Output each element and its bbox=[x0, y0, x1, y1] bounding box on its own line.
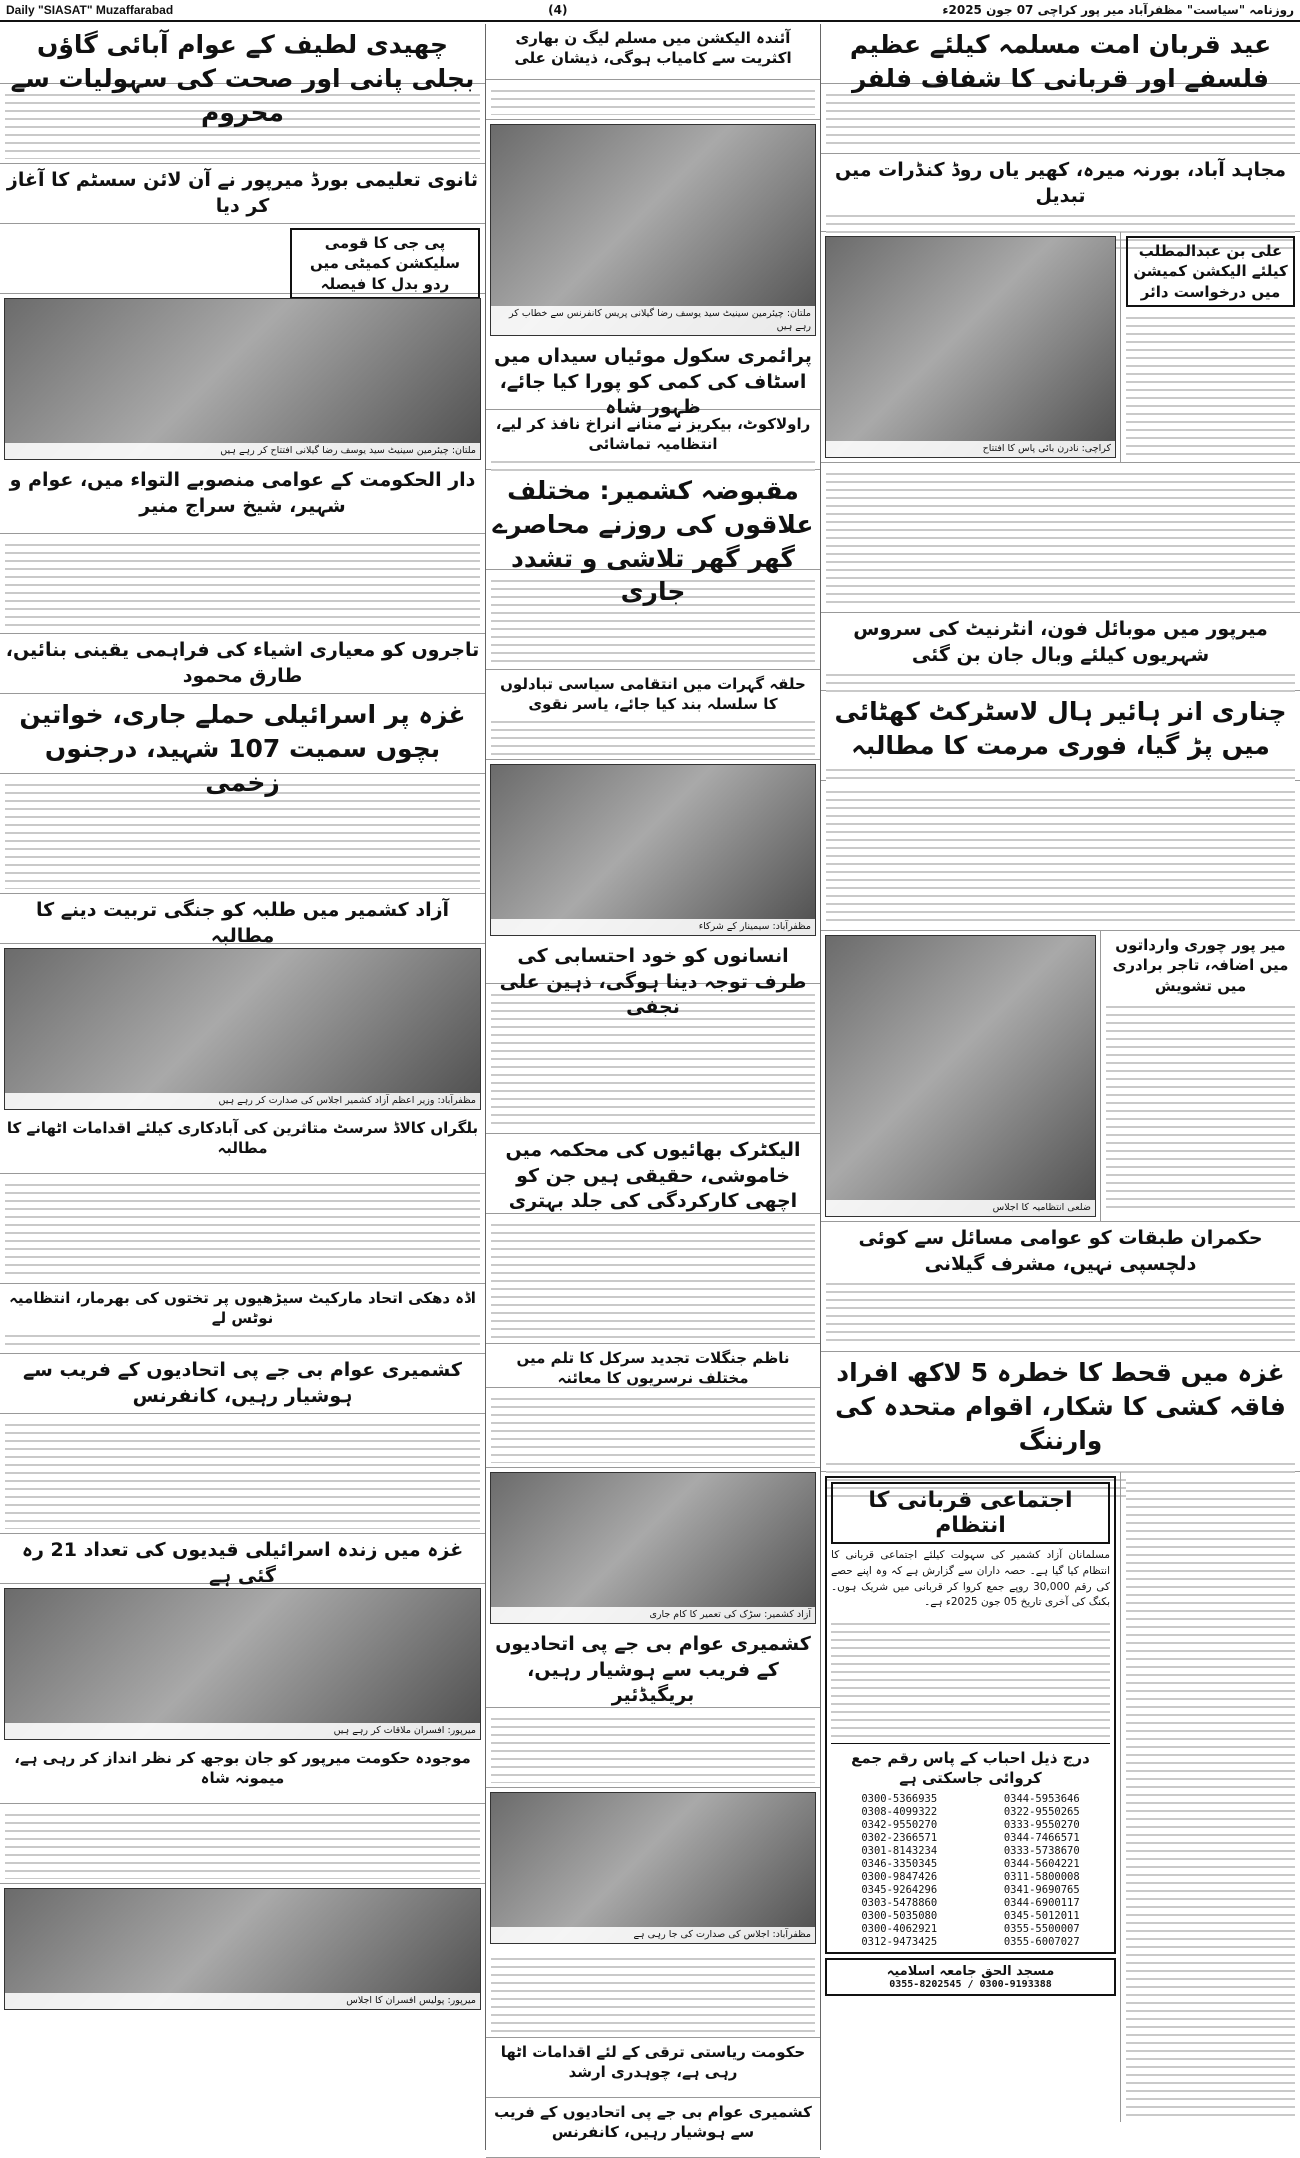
headline: میر پور چوری وارداتوں میں اضافہ، تاجر برادری میں تشویش bbox=[1112, 936, 1289, 995]
story-eid-philosophy bbox=[821, 24, 1300, 93]
headline: انسانوں کو خود احتسابی کی طرف توجہ دینا ہوگی، ذہین علی نجفی bbox=[499, 945, 807, 1019]
story-theft-mirpur bbox=[1100, 931, 1300, 1221]
body-text bbox=[491, 1392, 815, 1463]
headline: چناری انر ہائیر ہال لاسٹرکٹ کھٹائی میں پڑ گیا، فوری مرمت کا مطالبہ bbox=[834, 697, 1287, 760]
sponsor-name: مسجد الحق جامعہ اسلامیہ bbox=[886, 1963, 1055, 1979]
photo-police-meeting bbox=[4, 1888, 481, 2010]
story-transfers bbox=[486, 670, 820, 760]
headline: حلقہ گہرات میں انتقامی سیاسی تبادلوں کا سلسلہ بند کیا جائے، یاسر نقوی bbox=[500, 675, 806, 714]
story-roads bbox=[821, 154, 1300, 232]
phone-number: 0303-5478860 bbox=[861, 1896, 938, 1909]
story-rulers bbox=[821, 1222, 1300, 1352]
phone-number: 0344-7466571 bbox=[1003, 1831, 1080, 1844]
photo-seminar bbox=[490, 764, 816, 936]
sponsor-logo bbox=[825, 1958, 1116, 1996]
photo-caption: ضلعی انتظامیہ کا اجلاس bbox=[826, 1200, 1095, 1216]
story-capital-projects bbox=[0, 464, 485, 534]
story-chinari-hall bbox=[821, 691, 1300, 781]
story-bjp-allies bbox=[486, 1628, 820, 1708]
headline: آزاد کشمیر میں طلبہ کو جنگی تربیت دینے کا مطالبہ bbox=[35, 899, 450, 947]
story-nurseries bbox=[486, 1344, 820, 1388]
story-board-online bbox=[0, 164, 485, 224]
phone-number: 0300-5366935 bbox=[861, 1792, 938, 1805]
phone-number: 0302-2366571 bbox=[861, 1831, 938, 1844]
body-text bbox=[826, 785, 1295, 926]
photo-press-conference bbox=[490, 124, 816, 336]
headline: راولاکوٹ، بیکریز نے منانے انراخ نافذ کر لیے، انتظامیہ تماشائی bbox=[495, 415, 811, 454]
story-hostages bbox=[0, 1534, 485, 1587]
phone-number: 0322-9550265 bbox=[1003, 1805, 1080, 1818]
headline: کشمیری عوام بی جے پی اتحادیوں کے فریب سے ہوشیار رہیں، بریگیڈئیر bbox=[495, 1633, 811, 1707]
photo-district-meeting bbox=[825, 935, 1096, 1217]
phone-number: 0311-5800008 bbox=[1003, 1870, 1080, 1883]
headline: اڈہ دھکی اتحاد مارکیٹ سیڑھیوں پر تختوں کی بھرمار، انتظامیہ نوٹس لے bbox=[9, 1289, 476, 1328]
photo-caption: مظفرآباد: اجلاس کی صدارت کی جا رہی ہے bbox=[491, 1927, 815, 1943]
phone-number: 0308-4099322 bbox=[861, 1805, 938, 1818]
story-mobile-internet bbox=[821, 613, 1300, 691]
phone-number: 0345-9264296 bbox=[861, 1883, 938, 1896]
ad-title: اجتماعی قربانی کا انتظام bbox=[831, 1482, 1110, 1544]
body-text bbox=[491, 1952, 815, 2033]
story-pmln-election bbox=[486, 24, 820, 80]
story-dam-affectees bbox=[0, 1114, 485, 1174]
photo-caption: آزاد کشمیر: سڑک کی تعمیر کا کام جاری bbox=[491, 1607, 815, 1623]
phone-number: 0344-6900117 bbox=[1003, 1896, 1080, 1909]
ad-details bbox=[831, 1617, 1110, 1737]
phone-number: 0300-4062921 bbox=[861, 1922, 938, 1935]
headline: ثانوی تعلیمی بورڈ میرپور نے آن لائن سسٹم کا آغاز کر دیا bbox=[6, 169, 479, 217]
headline: حکمران طبقات کو عوامی مسائل سے کوئی دلچسپی نہیں، مشرف گیلانی bbox=[858, 1227, 1263, 1275]
photo-caption: مظفرآباد: سیمینار کے شرکاء bbox=[491, 919, 815, 935]
photo-meeting bbox=[490, 1792, 816, 1944]
headline: تاجروں کو معیاری اشیاء کی فراہمی یقینی بنائیں، طارق محمود bbox=[5, 639, 480, 687]
headline: بلگراں کالاڈ سرسٹ متاثرین کی آبادکاری کیلئے اقدامات اٹھانے کا مطالبہ bbox=[6, 1119, 479, 1158]
story-gaza-famine bbox=[821, 1352, 1300, 1472]
headline: پرائمری سکول موئیاں سیداں میں اسٹاف کی کمی کو پورا کیا جائے، ظہور شاہ bbox=[494, 345, 812, 419]
headline: مقبوضہ کشمیر: مختلف علاقوں کی روزنے محاصرے گھر گھر تلاشی و تشدد جاری bbox=[492, 476, 814, 607]
headline: غزہ پر اسرائیلی حملے جاری، خواتین بچوں سمیت 107 شہید، درجنوں زخمی bbox=[19, 700, 466, 797]
headline: موجودہ حکومت میرپور کو جان بوجھ کر نظر انداز کر رہی ہے، میمونہ شاہ bbox=[14, 1749, 471, 1788]
story-occupied-kashmir bbox=[486, 470, 820, 607]
story-bjp-conference bbox=[0, 1354, 485, 1414]
body-text bbox=[1126, 311, 1295, 461]
headline: عید قربان امت مسلمہ کیلئے عظیم فلسفے اور قربانی کا شفاف فلفر bbox=[849, 30, 1272, 93]
phone-number: 0333-5738670 bbox=[1003, 1844, 1080, 1857]
photo-caption: ملتان: چیئرمین سینیٹ سید یوسف رضا گیلانی پریس کانفرنس سے خطاب کر رہے ہیں bbox=[491, 306, 815, 335]
ad-body: مسلمانان آزاد کشمیر کی سہولت کیلئے اجتماعی قربانی کا انتظام کیا گیا ہے۔ حصہ داران سے گزارش ہے کہ وہ اپنے حصے کی رقم 30,000 روپے جمع کروا کر قربانی میں شریک ہوں۔ بکنگ کی آخری تاریخ 05 جون 2025ء ہے۔ bbox=[831, 1549, 1110, 1609]
story-primary-school bbox=[486, 340, 820, 419]
sponsor-phones: 0300-9193388 / 0355-8202545 bbox=[889, 1978, 1052, 1990]
phone-number: 0300-9847426 bbox=[861, 1870, 938, 1883]
headline: چھیدی لطیف کے عوام آبائی گاؤں بجلی پانی اور صحت کی سہولیات سے محروم bbox=[10, 30, 475, 127]
body-text bbox=[5, 1329, 480, 1349]
headline: دار الحکومت کے عوامی منصوبے التواء میں، عوام و شہیر، شیخ سراج منیر bbox=[9, 469, 476, 517]
page-number: (4) bbox=[548, 3, 568, 17]
body-text bbox=[5, 538, 480, 629]
phone-number: 0344-5953646 bbox=[1003, 1792, 1080, 1805]
headline: پی جی کا قومی سلیکشن کمیٹی میں ردو بدل کا فیصلہ bbox=[290, 228, 480, 299]
body-text bbox=[491, 1218, 815, 1339]
body-text bbox=[826, 88, 1295, 149]
phone-number: 0346-3350345 bbox=[861, 1857, 938, 1870]
phone-number: 0344-5604221 bbox=[1003, 1857, 1080, 1870]
body-text bbox=[5, 1418, 480, 1529]
story-state-development bbox=[486, 2038, 820, 2098]
masthead-urdu-title: روزنامہ "سیاست" مظفرآباد میر پور کراچی 07 جون 2025ء bbox=[942, 3, 1294, 17]
qurbani-advertisement bbox=[821, 1472, 1120, 2122]
story-market-encroachment bbox=[0, 1284, 485, 1354]
story-student-training bbox=[0, 894, 485, 947]
headline: مجاہد آباد، بورنہ میرہ، کھیر یاں روڈ کنڈرات میں تبدیل bbox=[834, 159, 1287, 207]
story-gaza-attacks bbox=[0, 694, 485, 797]
masthead bbox=[0, 0, 1300, 22]
headline: آئندہ الیکشن میں مسلم لیگ ن بھاری اکثریت سے کامیاب ہوگی، ذیشان علی bbox=[514, 29, 792, 68]
phone-number: 0341-9690765 bbox=[1003, 1883, 1080, 1896]
phone-number: 0355-5500007 bbox=[1003, 1922, 1080, 1935]
phone-number: 0342-9550270 bbox=[861, 1818, 938, 1831]
phone-number: 0333-9550270 bbox=[1003, 1818, 1080, 1831]
column-left bbox=[0, 24, 485, 2150]
phone-list bbox=[831, 1793, 1110, 1948]
story-traders bbox=[0, 634, 485, 694]
body-text bbox=[826, 763, 1295, 783]
body-text bbox=[5, 1808, 480, 1879]
phone-number: 0312-9473425 bbox=[861, 1935, 938, 1948]
headline: ناظم جنگلات تجدید سرکل کا تلم میں مختلف نرسریوں کا معائنہ bbox=[516, 1349, 790, 1388]
phone-number: 0300-5035080 bbox=[861, 1909, 938, 1922]
story-accountability bbox=[486, 940, 820, 1019]
body-text bbox=[826, 1277, 1295, 1347]
photo-caption: ملتان: چیئرمین سینیٹ سید یوسف رضا گیلانی افتتاح کر رہے ہیں bbox=[5, 443, 480, 459]
story-bakeries bbox=[486, 410, 820, 470]
headline: غزہ میں زندہ اسرائیلی قیدیوں کی تعداد 21 رہ گئی ہے bbox=[21, 1539, 464, 1587]
photo-caption: مظفرآباد: وزیر اعظم آزاد کشمیر اجلاس کی صدارت کر رہے ہیں bbox=[5, 1093, 480, 1109]
column-right bbox=[820, 24, 1300, 2150]
headline: الیکٹرک بھائیوں کی محکمہ میں خاموشی، حقیقی ہیں جن کو اچھی کارکردگی کی جلد بہتری bbox=[505, 1139, 801, 1213]
photo-caption: میرپور: پولیس افسران کا اجلاس bbox=[5, 1993, 480, 2009]
headline: کشمیری عوام بی جے پی اتحادیوں کے فریب سے ہوشیار رہیں، کانفرنس bbox=[494, 2103, 812, 2142]
body-text bbox=[1126, 1476, 1295, 2118]
story-electricity bbox=[486, 1134, 820, 1214]
headline: علی بن عبدالمطلب کیلئے الیکشن کمیشن میں درخواست دائر bbox=[1126, 236, 1295, 307]
photo-road-construction bbox=[490, 1472, 816, 1624]
photo-bypass-inauguration bbox=[825, 236, 1116, 458]
headline: میرپور میں موبائل فون، انٹرنیٹ کی سروس شہریوں کیلئے وبال جان بن گئی bbox=[853, 618, 1268, 666]
phone-number: 0345-5012011 bbox=[1003, 1909, 1080, 1922]
body-text bbox=[491, 455, 815, 471]
story-election-petition bbox=[1120, 232, 1300, 462]
phone-number: 0355-6007027 bbox=[1003, 1935, 1080, 1948]
story-bjp-allies-2 bbox=[486, 2098, 820, 2158]
column-middle bbox=[485, 24, 820, 2150]
body-text bbox=[491, 715, 815, 755]
photo-caption: کراچی: نادرن بائی پاس کا افتتاح bbox=[826, 441, 1115, 457]
headline: کشمیری عوام بی جے پی اتحادیوں کے فریب سے ہوشیار رہیں، کانفرنس bbox=[23, 1359, 462, 1407]
phone-number: 0301-8143234 bbox=[861, 1844, 938, 1857]
newspaper-page bbox=[0, 24, 1300, 2150]
headline: حکومت ریاستی ترقی کے لئے اقدامات اٹھا رہی ہے، چوہدری ارشد bbox=[500, 2043, 806, 2082]
photo-inauguration bbox=[4, 298, 481, 460]
photo-officials bbox=[4, 1588, 481, 1740]
ad-contact-title: درج ذیل احباب کے پاس رقم جمع کروائی جاسکتی ہے bbox=[831, 1743, 1110, 1789]
body-text bbox=[5, 1178, 480, 1279]
story-village-facilities bbox=[0, 24, 485, 127]
story-selection-committee bbox=[0, 224, 485, 294]
photo-pm-meeting bbox=[4, 948, 481, 1110]
photo-caption: میرپور: افسران ملاقات کر رہے ہیں bbox=[5, 1723, 480, 1739]
story-mirpur-neglect bbox=[0, 1744, 485, 1804]
body-text bbox=[826, 668, 1295, 692]
body-text bbox=[826, 467, 1295, 608]
headline: غزہ میں قحط کا خطرہ 5 لاکھ افراد فاقہ کشی کا شکار، اقوام متحدہ کی وارننگ bbox=[835, 1358, 1286, 1455]
masthead-english-title: Daily "SIASAT" Muzaffarabad bbox=[6, 3, 174, 17]
body-text bbox=[491, 1712, 815, 1783]
body-text bbox=[1106, 1000, 1295, 1210]
body-text bbox=[491, 84, 815, 115]
